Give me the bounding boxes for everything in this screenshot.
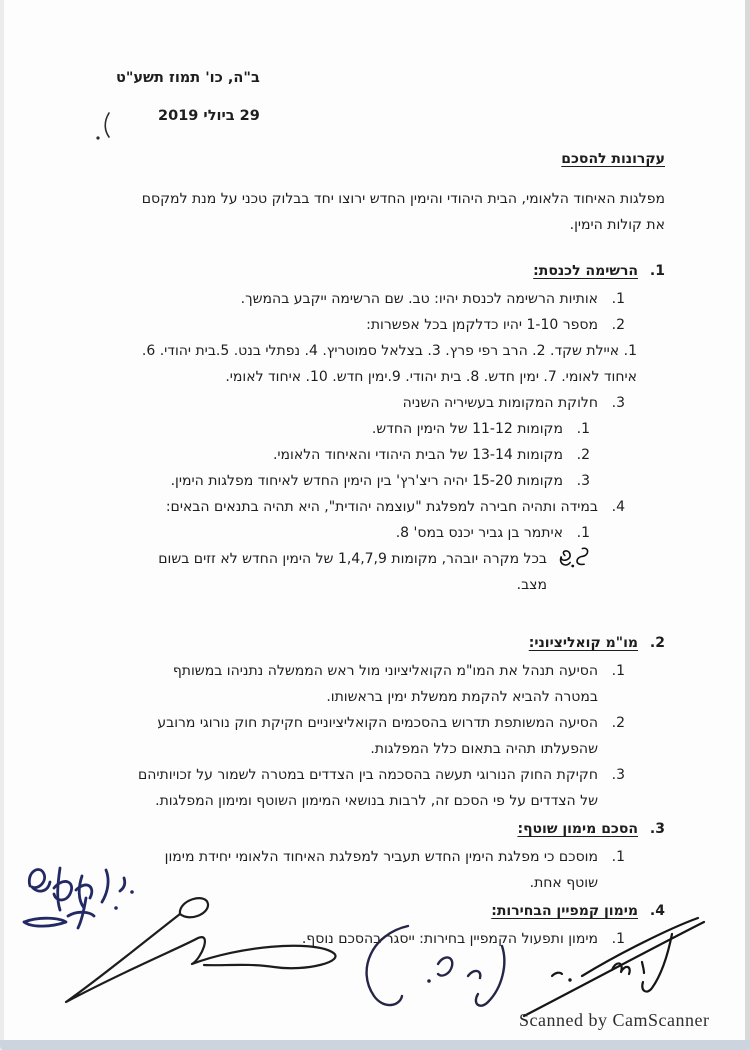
item-number: 1.	[611, 663, 625, 679]
section-2-heading-row	[133, 630, 665, 656]
list-item-3-1	[133, 844, 625, 896]
section-number: 4.	[649, 903, 665, 919]
item-text: חקיקת החוק הנורוגי תעשה בהסכמה בין הצדדים במטרה לשמור על זכויותיהם של הצדדים על פי הסכם זה, לרבות בנושאי המימון השוטף ומימון המפלגות.	[137, 767, 598, 809]
list-item-1-3	[133, 390, 625, 416]
item-number: 1.	[611, 931, 625, 947]
candidates-list-line: 1. איילת שקד. 2. הרב רפי פרץ. 3. בצלאל סמוטריץ. 4. נפתלי בנט. 5.בית יהודי. 6. איחוד לאומי. 7. ימין חדש. 8. בית יהודי. 9.ימין חדש. 10. איחוד לאומי.	[141, 343, 637, 385]
section-number: 1.	[649, 263, 665, 279]
list-item-2-3	[133, 762, 625, 814]
list-item-1-3-1	[133, 416, 590, 442]
section-4-heading-row	[133, 898, 665, 924]
section-4-heading: מימון קמפיין הבחירות:	[491, 903, 638, 919]
item-number: 3.	[611, 767, 625, 783]
item-number: 4.	[611, 499, 625, 515]
gregorian-date-line: 29 ביולי 2019	[158, 108, 260, 124]
item-text: מספר 1-10 יהיו כדלקמן בכל אפשרות:	[366, 317, 598, 333]
list-item-1-4-1	[133, 520, 590, 546]
item-text: הסיעה המשותפת תדרוש בהסכמים הקואליציוניים חקיקת חוק נורוגי מרובע שהפעלתו תהיה בתאום כלל המפלגות.	[157, 715, 598, 757]
section-2-heading: מו"מ קואליציוני:	[528, 635, 638, 651]
section-3-heading-row	[133, 816, 665, 842]
list-item-1-3-3	[133, 468, 590, 494]
item-number: 3.	[611, 395, 625, 411]
list-item-2-1	[133, 658, 625, 710]
item-text: מימון ותפעול הקמפיין בחירות: ייסגר בהסכם נוסף.	[301, 931, 598, 947]
item-text: מקומות 11-12 של הימין החדש.	[371, 421, 563, 437]
item-number: 3.	[576, 473, 590, 489]
item-number: 1.	[611, 849, 625, 865]
item-number: 1.	[576, 525, 590, 541]
item-text: חלוקת המקומות בעשיריה השניה	[402, 395, 598, 411]
section-number: 2.	[649, 635, 665, 651]
item-number: 2.	[576, 447, 590, 463]
item-text: מקומות 15-20 יהיה ריצ'רץ' בין הימין החדש לאיחוד מפלגות הימין.	[170, 473, 563, 489]
intro-paragraph: מפלגות האיחוד הלאומי, הבית היהודי והימין החדש ירוצו יחד בבלוק טכני על מנת למקסם את קולות הימין.	[141, 191, 665, 233]
list-item-2-2	[133, 710, 625, 762]
item-text: איתמר בן גביר יכנס במס' 8.	[395, 525, 563, 541]
list-item-1-1	[133, 286, 625, 312]
item-number: 2.	[611, 715, 625, 731]
list-item-1-3-2	[133, 442, 590, 468]
list-item-1-2	[133, 312, 625, 338]
item-text: במידה ותהיה חבירה למפלגת "עוצמה יהודית", היא תהיה בתנאים הבאים:	[165, 499, 598, 515]
list-item-4-1	[133, 926, 625, 952]
bh-date-line: ב"ה, כו' תמוז תשע"ט	[116, 70, 260, 86]
list-item-1-4	[133, 494, 625, 520]
item-number: 1.	[611, 291, 625, 307]
camscanner-watermark: Scanned by CamScanner	[519, 1010, 710, 1030]
document-title: עקרונות להסכם	[561, 151, 665, 167]
item-number: 2.	[611, 317, 625, 333]
scan-edge-right	[745, 0, 750, 1050]
section-1-heading-row	[133, 258, 665, 284]
scan-edge-left	[0, 0, 4, 1050]
list-item-1-4-2	[133, 546, 590, 598]
item-text: אותיות הרשימה לכנסת יהיו: טב. שם הרשימה ייקבע בהמשך.	[240, 291, 598, 307]
item-number: 1.	[576, 421, 590, 437]
date-ink-mark	[93, 110, 117, 142]
signature-hebrew-initials	[20, 858, 150, 946]
item-text: בכל מקרה יובהר, מקומות 1,4,7,9 של הימין החדש לא זזים בשום מצב.	[158, 551, 547, 593]
section-number: 3.	[649, 821, 665, 837]
item-text: מקומות 13-14 של הבית היהודי והאיחוד הלאומי.	[272, 447, 563, 463]
scan-edge-bottom	[0, 1040, 750, 1050]
section-3-heading: הסכם מימון שוטף:	[517, 821, 638, 837]
date-header	[116, 68, 260, 126]
section-1-heading: הרשימה לכנסת:	[533, 263, 638, 279]
clause-ink-scribble	[554, 546, 590, 572]
item-text: מוסכם כי מפלגת הימין החדש תעביר למפלגת האיחוד הלאומי יחידת מימון שוטף אחת.	[164, 849, 598, 891]
item-text: הסיעה תנהל את המו"מ הקואליציוני מול ראש הממשלה נתניהו במשותף במטרה להביא להקמת ממשלת ימין בראשותו.	[172, 663, 598, 705]
document-body	[133, 146, 665, 952]
